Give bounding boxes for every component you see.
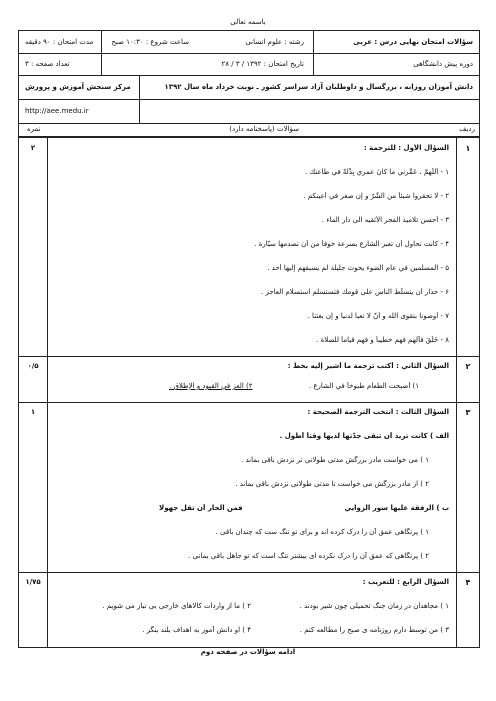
website-url[interactable]: http://aee.medu.ir [25,107,89,115]
q3-part-b-second: فمن الحار أن تقل جهولا [159,504,243,512]
q3-part-a: الف ) كانت تريد أن تبقى جدّتها لديها وقتاً أطول . [279,432,449,440]
q1-item: ۲ - لا تحقروا شيئاً من الشّرّ و إن صغر في أعينكم . [303,192,449,200]
exam-title: سؤالات امتحان نهایی درس : عربی [353,38,473,46]
q1-item: ۱ - اَللّهمّ ، عَمِّرني ما كانَ عمري بِذْلةً في طاعتك . [304,168,449,176]
q3-part-b: ب ) الرفقة عليها سور الزوايي [344,504,449,512]
level: دوره پیش دانشگاهی [413,60,473,68]
q4-title: السؤال الرابع : للتعريب : [362,578,449,586]
q4-item: ۳ ) من توسط دارم روزنامه ی صبح را مطالعه کنم . [299,626,449,634]
q3-option: ۱ ) می خواست مادر بزرگش مدتی طولانی تر نزدش باقی بماند . [241,456,429,464]
score-header: نمره [27,125,41,133]
q3-option: ۲ ) از مادر بزرگش می خواست تا مدتی طولانی نزدش باقی بماند . [235,480,429,488]
q2-item: ۲) العز في القيود و الإطلاق . [169,382,253,390]
continue-note: ادامه سؤالات در صفحه دوم [200,648,296,656]
q1-number: ۱ [465,144,471,153]
q2-title: السؤال الثاني : أكتب ترجمة ما أشير إليه بخط : [287,362,449,370]
exam-description: دانش آموزان روزانه ، بزرگسال و داوطلبان آزاد سراسر کشور ـ نوبت خرداد ماه سال ۱۳۹۲ [164,83,473,91]
q4-item: ۴ ) او دانش آموز به اهداف بلند بنگر . [142,626,251,634]
start-time: ساعت شروع : ۱۰:۳۰ صبح [111,38,189,46]
row-header: ردیف [459,125,475,133]
bismillah: باسمه تعالی [230,18,266,26]
q1-item: ۳ - أحسن تلاميذ الفجر الأثقيه الى دار الماء . [321,216,449,224]
q4-item: ۱ ) مجاهدان در زمان جنگ تحمیلی چون شیر بودند . [299,602,449,610]
q4-score: ۱/۷۵ [25,578,41,586]
q1-item: ۸ - خَلَقَ فآلهم فهم خطيباً و فهم قياماً للصلاة . [316,336,449,344]
q1-item: ۶ - حذار أن يتسلّط الناس على قومك فتستسلم استسلام العاجز . [261,288,449,296]
q3-option: ۲ ) پرتگاهی که عمق آن را درک نکرده ای بیشتر تنگ است که تو جاهل باقی بمانی . [188,552,429,560]
q1-item: ۴ - كانت تحاول أن تعبر الشارع بسرعة خوفاً من أن تصدمها سيّارة . [254,240,449,248]
q1-title: السؤال الأول : للترجمة : [363,144,449,152]
header-row-1 [19,31,479,54]
page-count: تعداد صفحه : ۳ [25,60,70,68]
header-row-2 [19,53,479,76]
field-label: رشته : علوم انسانی [245,38,304,46]
q1-item: ۷ - أوصونا بتقوى الله و أنّ لا نعبأ لدنيا و إن بغتنا . [307,312,449,320]
q3-number: ۳ [465,408,471,417]
questions-header: سؤالات (پاسخنامه دارد) [229,125,299,133]
q3-title: السؤال الثالث : انتخب الترجمة الصحيحة : [307,408,449,416]
exam-date: تاریخ امتحان : ۱۳۹۲ / ۳ / ۲۸ [221,60,304,68]
header-row-4 [19,99,479,123]
questions-table [18,137,480,648]
q4-item: ۲ ) ما از واردات کالاهای خارجی بی نیاز می شویم . [102,602,251,610]
exam-header [18,30,480,124]
organization: مرکز سنجش آموزش و پرورش [25,83,131,91]
q2-score: ۰/۵ [27,362,39,370]
q2-number: ۲ [465,362,471,371]
column-headers [18,122,480,137]
q2-item: ۱) أصبحت الطعام طبوخاً في الشارع . [308,382,419,390]
duration: مدت امتحان : ۹۰ دقیقه [25,38,94,46]
q3-score: ۱ [30,408,36,416]
q1-item: ۵ - المسلمين في عام الضوء يحوث جليلة لم يسبقهم إليها أحد . [267,264,449,272]
q4-number: ۴ [465,578,471,587]
q3-option: ۱ ) پرتگاهی عمق آن را درک کرده اند و برای تو تنگ ست که چندان باقی . [215,528,429,536]
q1-score: ۲ [30,144,36,152]
header-row-3 [19,75,479,100]
